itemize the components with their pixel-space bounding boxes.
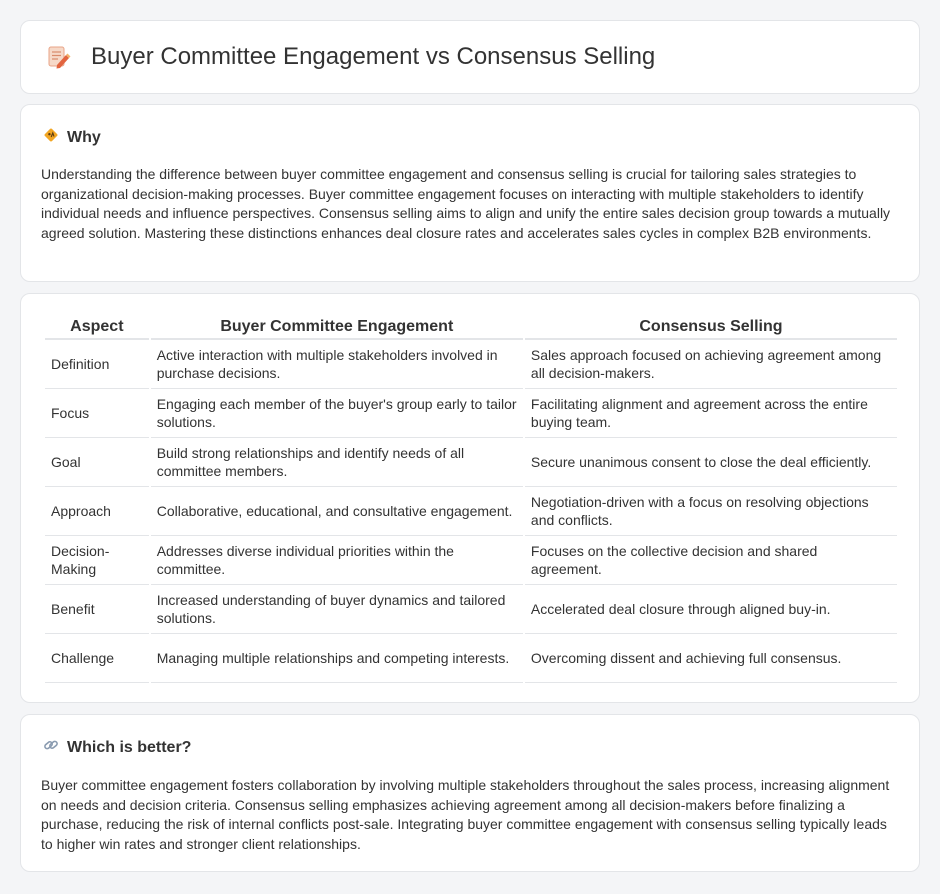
aspect-cell: Definition bbox=[45, 340, 149, 389]
table-row bbox=[45, 340, 897, 389]
consensus-selling-cell: Overcoming dissent and achieving full consensus. bbox=[525, 634, 897, 683]
aspect-cell: Decision-Making bbox=[45, 536, 149, 585]
aspect-cell: Focus bbox=[45, 389, 149, 438]
aspect-cell: Approach bbox=[45, 487, 149, 536]
buyer-committee-cell: Collaborative, educational, and consultative engagement. bbox=[151, 487, 523, 536]
table-row bbox=[45, 389, 897, 438]
memo-pencil-icon bbox=[45, 44, 71, 70]
which-is-better-section bbox=[20, 714, 920, 872]
comparison-table-card bbox=[20, 293, 920, 703]
consensus-selling-cell: Sales approach focused on achieving agreement among all decision-makers. bbox=[525, 340, 897, 389]
table-row bbox=[45, 438, 897, 487]
aspect-cell: Benefit bbox=[45, 585, 149, 634]
comparison-table bbox=[43, 316, 899, 683]
better-text: Buyer committee engagement fosters collaboration by involving multiple stakeholders throughout the sales process, increasing alignment on needs and decision criteria. Consensus selling emphasizes achieving agreement among all decision-makers before finalizing a purchase, reducing the risk of internal conflicts post-sale. Integrating buyer committee engagement with consensus selling typically leads to higher win rates and stronger client relationships. bbox=[41, 777, 890, 852]
page-title: Buyer Committee Engagement vs Consensus Selling bbox=[91, 43, 656, 70]
aspect-cell: Challenge bbox=[45, 634, 149, 683]
consensus-selling-cell: Negotiation-driven with a focus on resolving objections and conflicts. bbox=[525, 487, 897, 536]
link-icon bbox=[43, 737, 59, 758]
why-title: Why bbox=[67, 128, 101, 146]
table-row bbox=[45, 487, 897, 536]
header-card bbox=[20, 20, 920, 94]
diamond-sign-icon bbox=[43, 127, 59, 148]
buyer-committee-cell: Addresses diverse individual priorities within the committee. bbox=[151, 536, 523, 585]
header-buyer-committee: Buyer Committee Engagement bbox=[151, 316, 523, 340]
buyer-committee-cell: Managing multiple relationships and competing interests. bbox=[151, 634, 523, 683]
header-aspect: Aspect bbox=[45, 316, 149, 340]
table-row bbox=[45, 536, 897, 585]
buyer-committee-cell: Build strong relationships and identify needs of all committee members. bbox=[151, 438, 523, 487]
table-row bbox=[45, 634, 897, 683]
consensus-selling-cell: Accelerated deal closure through aligned buy-in. bbox=[525, 585, 897, 634]
aspect-cell: Goal bbox=[45, 438, 149, 487]
buyer-committee-cell: Increased understanding of buyer dynamics and tailored solutions. bbox=[151, 585, 523, 634]
buyer-committee-cell: Active interaction with multiple stakeholders involved in purchase decisions. bbox=[151, 340, 523, 389]
consensus-selling-cell: Facilitating alignment and agreement across the entire buying team. bbox=[525, 389, 897, 438]
why-text: Understanding the difference between buyer committee engagement and consensus selling is crucial for tailoring sales strategies to organizational decision-making processes. Buyer committee engagement focuses on interacting with multiple stakeholders to identify individual needs and influence perspectives. Consensus selling aims to align and unify the entire sales decision group towards a mutually agreed solution. Mastering these distinctions enhances deal closure rates and accelerates sales cycles in complex B2B environments. bbox=[41, 166, 891, 241]
buyer-committee-cell: Engaging each member of the buyer's group early to tailor solutions. bbox=[151, 389, 523, 438]
better-title: Which is better? bbox=[67, 738, 192, 756]
header-consensus-selling: Consensus Selling bbox=[525, 316, 897, 340]
consensus-selling-cell: Focuses on the collective decision and shared agreement. bbox=[525, 536, 897, 585]
table-header-row bbox=[45, 316, 897, 340]
consensus-selling-cell: Secure unanimous consent to close the deal efficiently. bbox=[525, 438, 897, 487]
table-row bbox=[45, 585, 897, 634]
why-section bbox=[20, 104, 920, 282]
